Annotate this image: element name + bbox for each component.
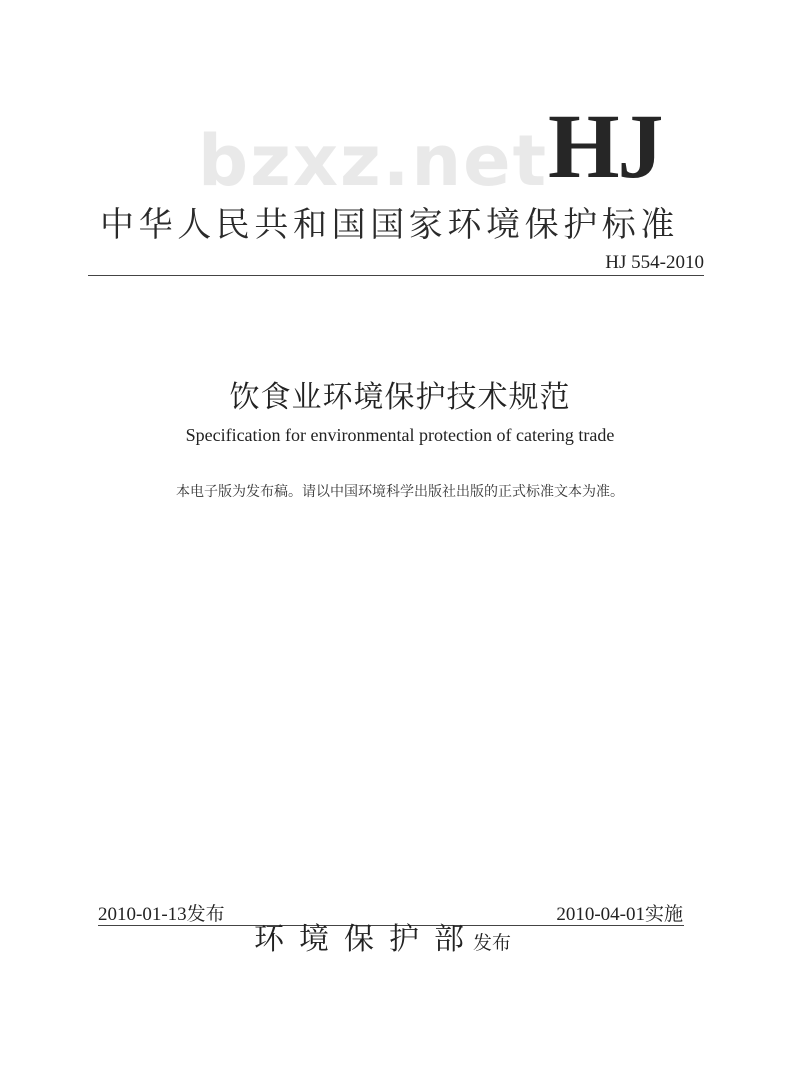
standard-logo: HJ: [548, 95, 662, 197]
publication-note: 本电子版为发布稿。请以中国环境科学出版社出版的正式标准文本为准。: [176, 484, 624, 500]
top-divider: [88, 275, 704, 276]
standard-number: HJ 554-2010: [605, 252, 704, 273]
issuer-suffix: 发布: [473, 932, 512, 954]
implementation-date: 2010-04-01实施: [556, 904, 683, 925]
issuer-line: [254, 922, 512, 957]
watermark: bzxz.net: [198, 120, 549, 202]
standard-category-title: 中华人民共和国国家环境保护标准: [100, 205, 679, 245]
issue-date: 2010-01-13发布: [98, 904, 225, 925]
document-title-chinese: 饮食业环境保护技术规范: [229, 380, 571, 415]
issuer-name: 环境保护部: [254, 922, 479, 957]
document-title-english: Specification for environmental protection of catering trade: [185, 425, 615, 445]
